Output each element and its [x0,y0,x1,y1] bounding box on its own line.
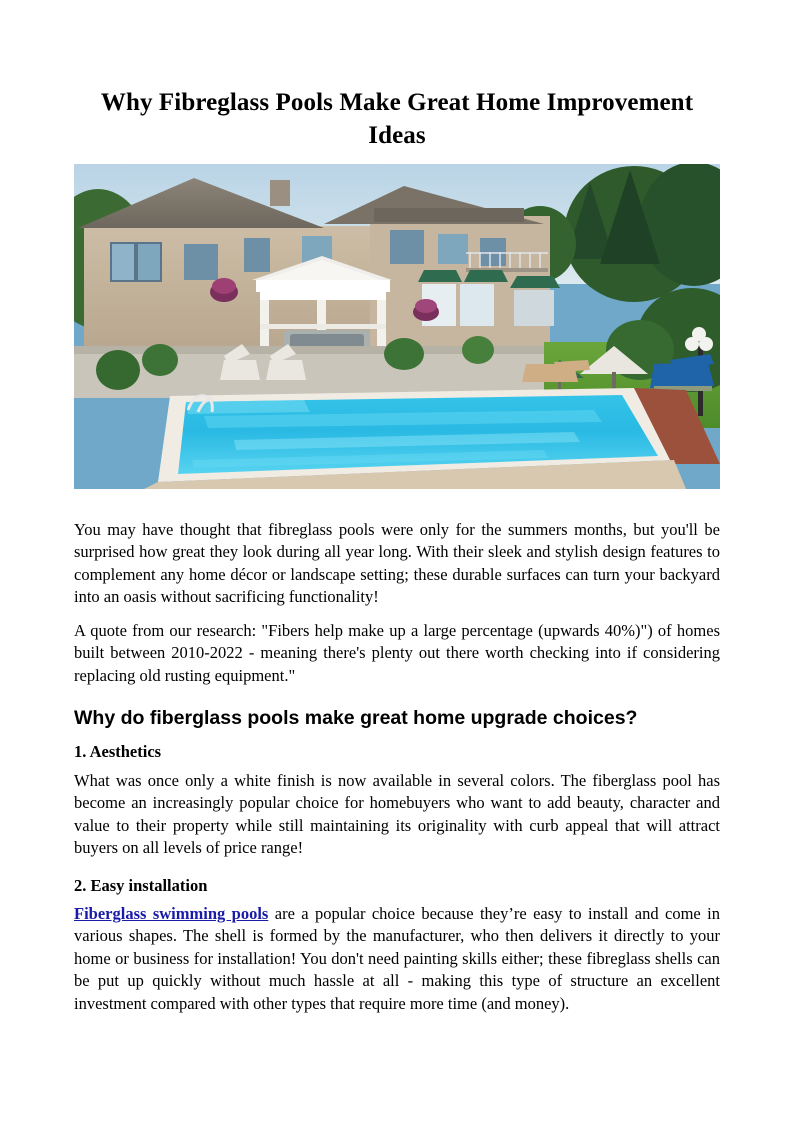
hero-image-svg [74,164,720,489]
installation-paragraph-text: are a popular choice because they’re easy to install and come in various shapes. The shell is formed by the manufacturer, who then delivers it directly to your home or business for installation! You don't need painting skills either; these fibreglass shells can be put up quickly without much hassle at all - making this type of structure an excellent investment compared with other types that require more time (and money). [74,904,720,1013]
backyard-fibreglass-swimming-pool-photo [74,164,720,489]
page-title: Why Fibreglass Pools Make Great Home Improvement Ideas [100,89,694,149]
quote-paragraph: A quote from our research: "Fibers help make up a large percentage (upwards 40%)") of homes built between 2010-2022 - meaning there's plenty out there worth checking into if considering replacing old rusting equipment." [74,620,720,685]
document-content [74,86,720,1026]
fiberglass-swimming-pools-link[interactable]: Fiberglass swimming pools [74,904,269,924]
subsection-heading-aesthetics: 1. Aesthetics [74,742,162,762]
installation-paragraph [74,903,720,1015]
intro-paragraph: You may have thought that fibreglass pools were only for the summers months, but you'll be surprised how great they look during all year long. With their sleek and stylish design features to complement any home décor or landscape setting; these durable surfaces can turn your backyard into an oasis without sacrificing functionality! [74,520,720,607]
aesthetics-paragraph: What was once only a white finish is now available in several colors. The fiberglass pool has become an increasingly popular choice for homebuyers who want to add beauty, character and value to their property while still maintaining its originality with curb appeal that will attract buyers on all levels of price range! [74,770,720,858]
subsection-heading-easy-installation: 2. Easy installation [74,875,208,895]
section-heading: Why do fiberglass pools make great home upgrade choices? [74,707,638,730]
